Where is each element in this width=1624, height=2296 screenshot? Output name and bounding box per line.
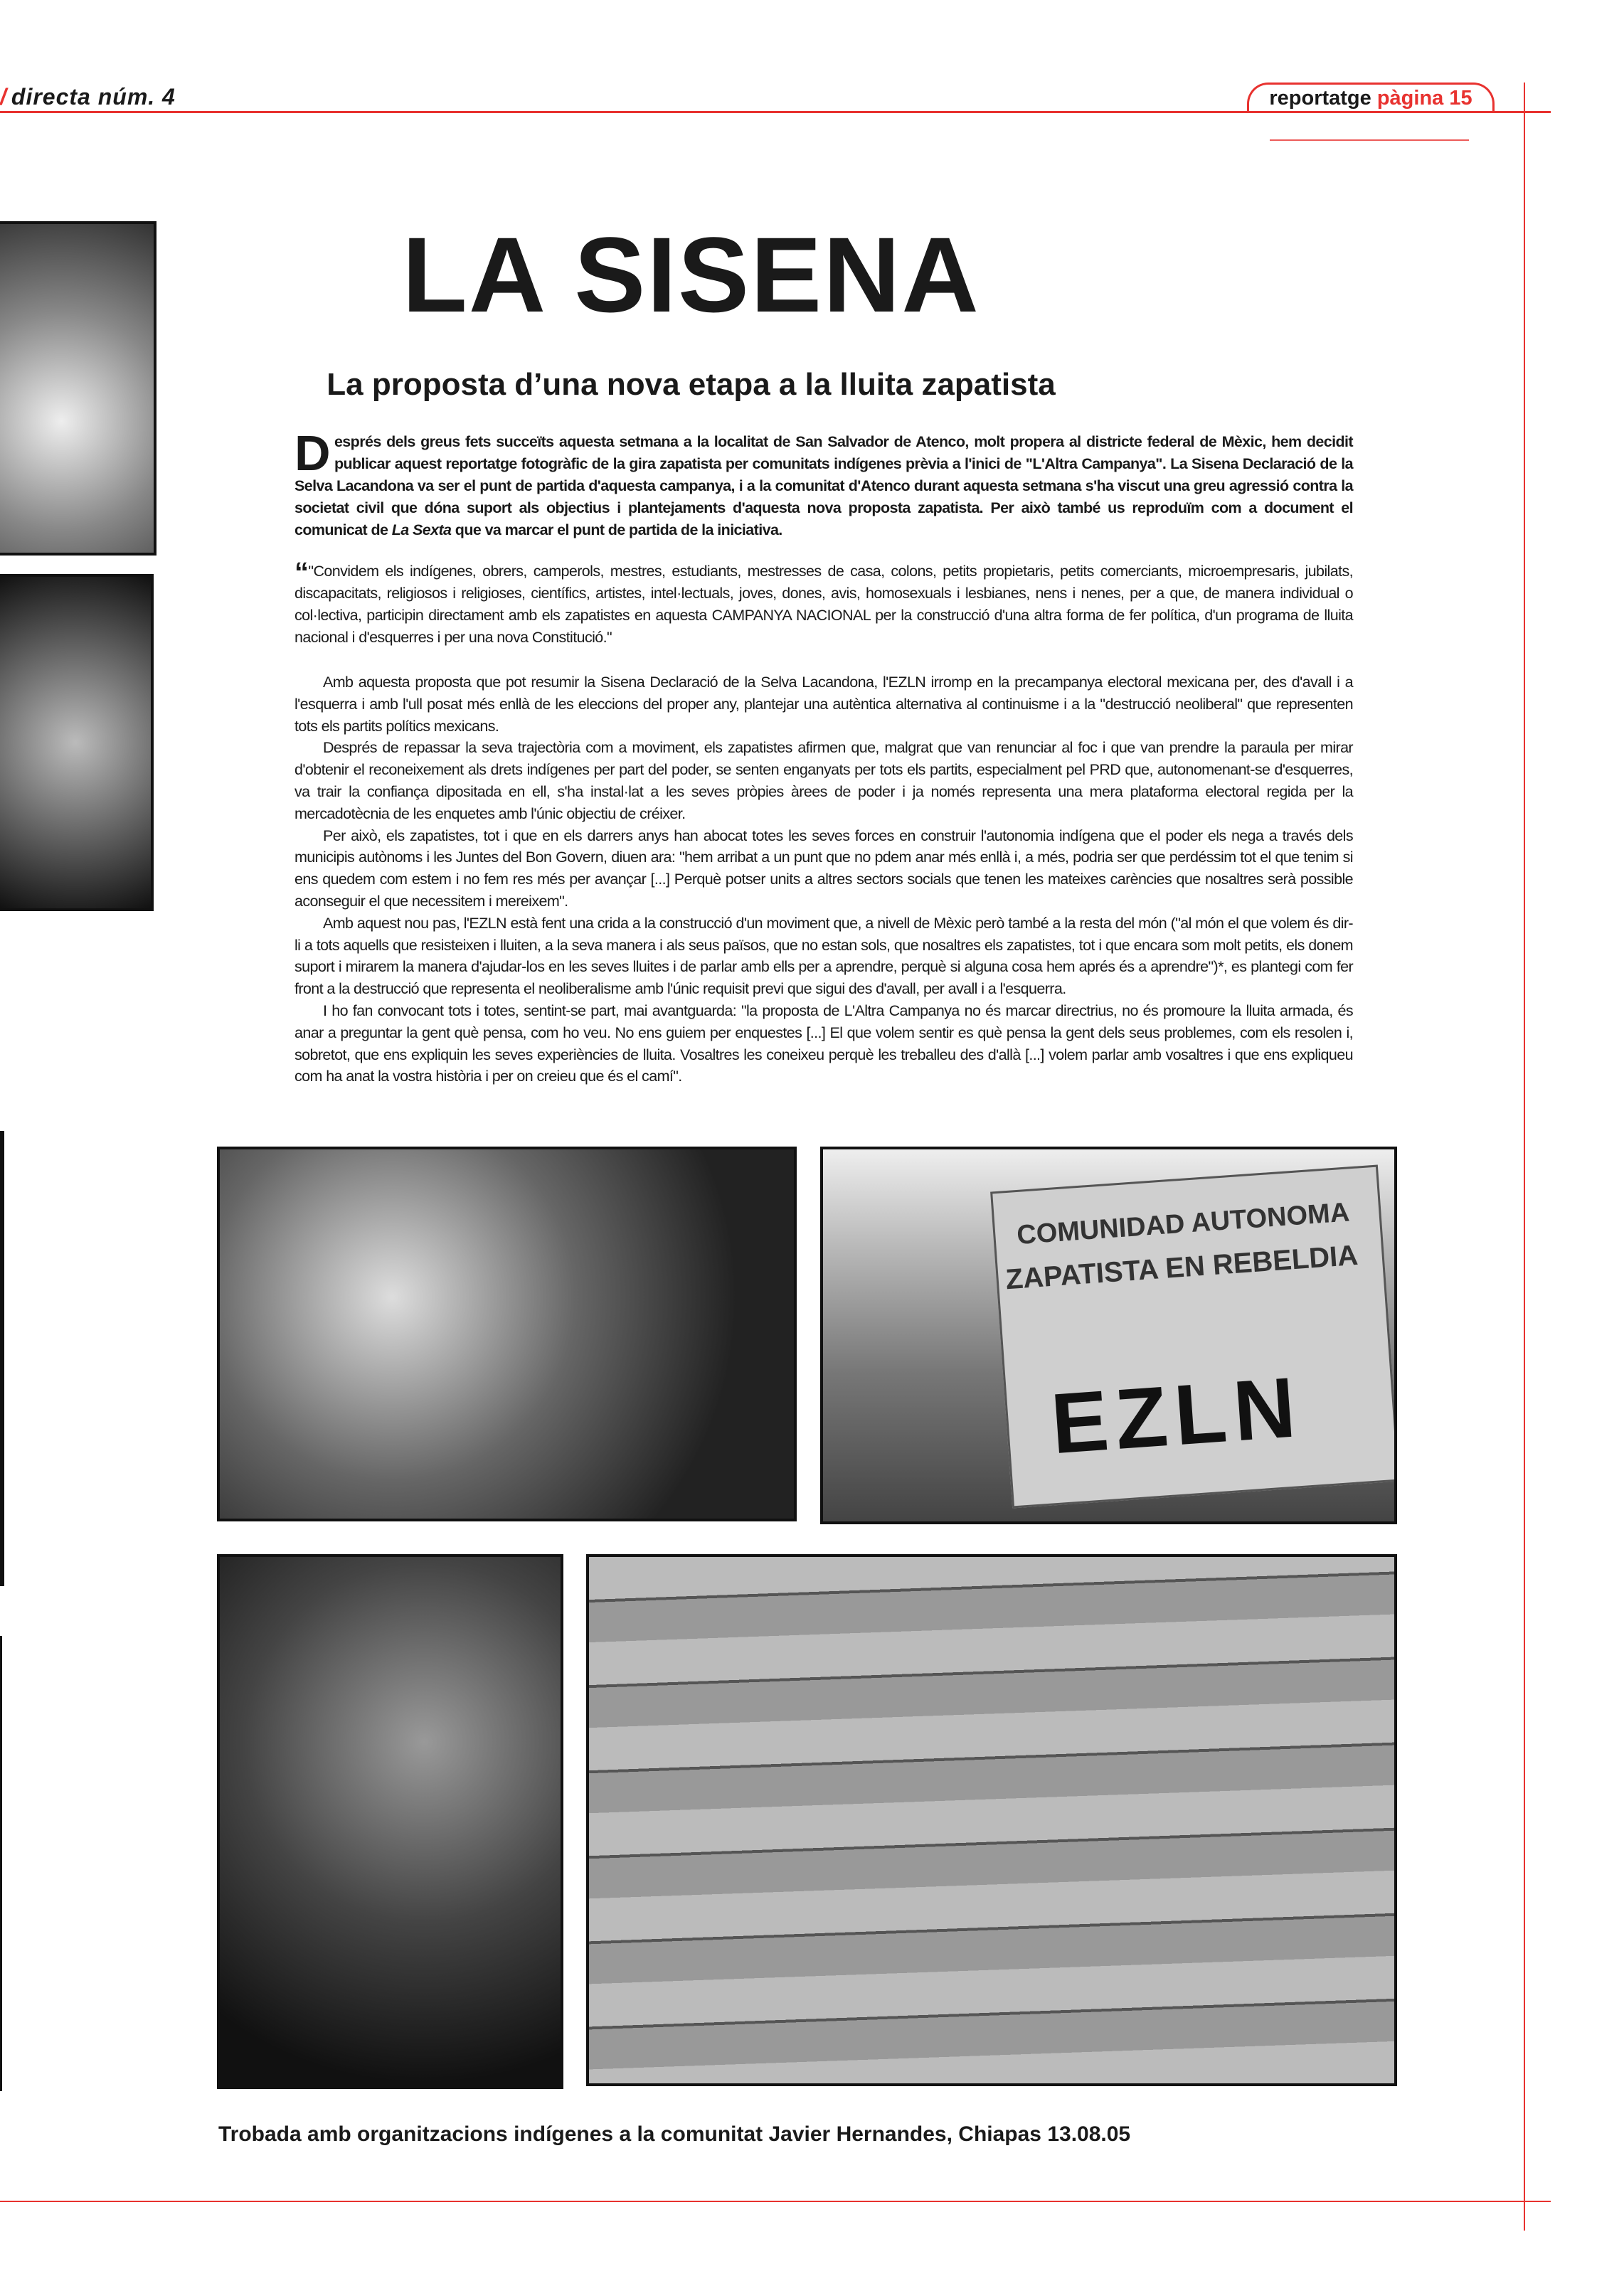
slash-icon: / <box>0 84 7 110</box>
tab-underline <box>1270 139 1469 141</box>
photo-man-with-watch <box>217 1554 563 2089</box>
quote-text: "Convidem els indígenes, obrers, camperols, mestres, estudiants, mestresses de casa, colons, petits propietaris, petits comerciants, microempresaris, jubilats, discapacitats, religiosos i religioses, científics, artistes, intel·lectuals, joves, dones, avis, homosexuals i lesbianes, nens i nenes, per a que, de manera individual o col·lectiva, participin directament amb els zapatistes en aquesta CAMPANYA NACIONAL per la construcció d'una altra forma de fer política, d'un programa de lluita nacional i d'esquerres i per una nova Constitució." <box>294 563 1353 646</box>
lead-text: esprés dels greus fets succeïts aquesta setmana a la localitat de San Salvador de Atenco, molt propera al districte federal de Mèxic, hem decidit publicar aquest reportatge fotogràfic de la gira zapatista per comunitats indígenes prèvia a l'inici de "L'Altra Campanya". La Sisena Declaració de la Selva Lacandona va ser el punt de partida d'aquesta campanya, i a la comunitat d'Atenco durant aquesta setmana s'ha viscut una greu agressió contra la societat civil que dóna suport als objectius i plantejaments d'aquesta nova proposta zapatista. Per això també us reproduïm com a document el comunicat de <box>294 433 1353 538</box>
photo-ezln-sign <box>820 1147 1397 1524</box>
left-page-edge <box>0 1131 4 1586</box>
footer-rule <box>0 2201 1551 2202</box>
paragraph: Després de repassar la seva trajectòria com a moviment, els zapatistes afirmen que, malgrat que van renunciar al foc i que van prendre la paraula per mirar d'obtenir el reconeixement als drets indígenes per part del poder, se senten enganyats per tots els partits, especialment pel PRD que, autonomenant-se d'esquerres, va trair la confiança dipositada en ell, s'ha instal·lat a les seves pròpies àrees de poder i ja només representa una mera plataforma electoral regida per la mercadotècnia de les enquetes amb l'únic objectiu de créixer. <box>294 739 1353 822</box>
lead-italic: La Sexta <box>391 521 452 538</box>
paragraph: Per això, els zapatistes, tot i que en els darrers anys han abocat totes les seves forces en construir l'autonomia indígena que el poder els nega a través dels municipis autònoms i les Juntes del Bon Govern, diuen ara: "hem arribat a un punt que no pdem anar més enllà i, a més, podria ser que perdéssim tot el que tenim si ens quedem com estem i no fem res més per avançar [...] Perquè potser units a altres sectors socials que tenen les mateixes carències que nosaltres serà possible aconseguir el que necessitem i mereixem". <box>294 827 1353 910</box>
article-lead <box>294 425 1353 541</box>
sign-line-3: EZLN <box>1048 1359 1306 1472</box>
photo-carved-fist-wall <box>586 1554 1397 2086</box>
issue-text: directa núm. 4 <box>11 84 176 110</box>
article-subtitle: La proposta d’una nova etapa a la lluita zapatista <box>327 367 1056 402</box>
article-title: LA SISENA <box>402 215 980 334</box>
paragraph: I ho fan convocant tots i totes, sentint-se part, mai avantguarda: "la proposta de L'Altra Campanya no és marcar directrius, no és promoure la lluita armada, és anar a preguntar la gent què pensa, com ho veu. No ens guiem per enquestes [...] El que volem sentir es què pensa la gent dels seus problemes, com els resolen i, sobretot, que ens expliquin les seves experiències de lluita. Vosaltres les coneixeu perquè les treballeu des d'allà [...] volem parlar amb vosaltres i que ens expliqueu com ha anat la vostra història i per on creieu que és el camí". <box>294 1001 1353 1085</box>
quote-mark-icon: “ <box>294 557 309 588</box>
margin-rule <box>1524 83 1525 2231</box>
page-number: pàgina 15 <box>1376 87 1472 110</box>
left-page-edge-thin <box>0 1636 2 2091</box>
paragraph: Amb aquesta proposta que pot resumir la Sisena Declaració de la Selva Lacandona, l'EZLN irromp en la precampanya electoral mexicana per, des d'avall i a l'esquerra i amb l'ull posat més enllà de les eleccions del proper any, plantejar una autèntica alternativa al continuisme i a la "destrucció neoliberal" que representen tots els partits polítics mexicans. <box>294 674 1353 735</box>
left-page-photo-bottom <box>0 574 154 911</box>
paragraph: Amb aquest nou pas, l'EZLN està fent una crida a la construcció d'un moviment que, a nivell de Mèxic però també a la resta del món ("al món el que volem és dir-li a tots aquells que resisteixen i lluiten, a la seva manera i als seus països, que no estan sols, que nosaltres els zapatistes, tot i que encara som molt petits, els donem suport i mirarem la manera d'ajudar-los en les seves lluites i de parlar amb ells per a aprendre, perquè si alguna cosa hem aprés és a aprendre")*, es plantegi com fer front a la destrucció que representa el neoliberalisme amb l'únic requisit previ que sigui des d'avall, per avall i a l'esquerra. <box>294 914 1353 998</box>
sign-line-1: COMUNIDAD AUTONOMA <box>1016 1197 1351 1251</box>
section-tab <box>1247 83 1495 112</box>
section-name: reportatge <box>1269 87 1371 110</box>
photo-mother-and-children <box>217 1147 797 1521</box>
issue-label <box>0 84 176 110</box>
article-body <box>294 671 1353 1088</box>
drop-cap: D <box>294 425 330 481</box>
lead-text-end: que va marcar el punt de partida de la iniciativa. <box>451 521 782 538</box>
painted-sign <box>990 1164 1397 1508</box>
quote-block <box>294 557 1353 649</box>
sign-line-2: ZAPATISTA EN REBELDIA <box>1004 1239 1359 1296</box>
photo-caption: Trobada amb organitzacions indígenes a la comunitat Javier Hernandes, Chiapas 13.08.05 <box>218 2122 1131 2146</box>
